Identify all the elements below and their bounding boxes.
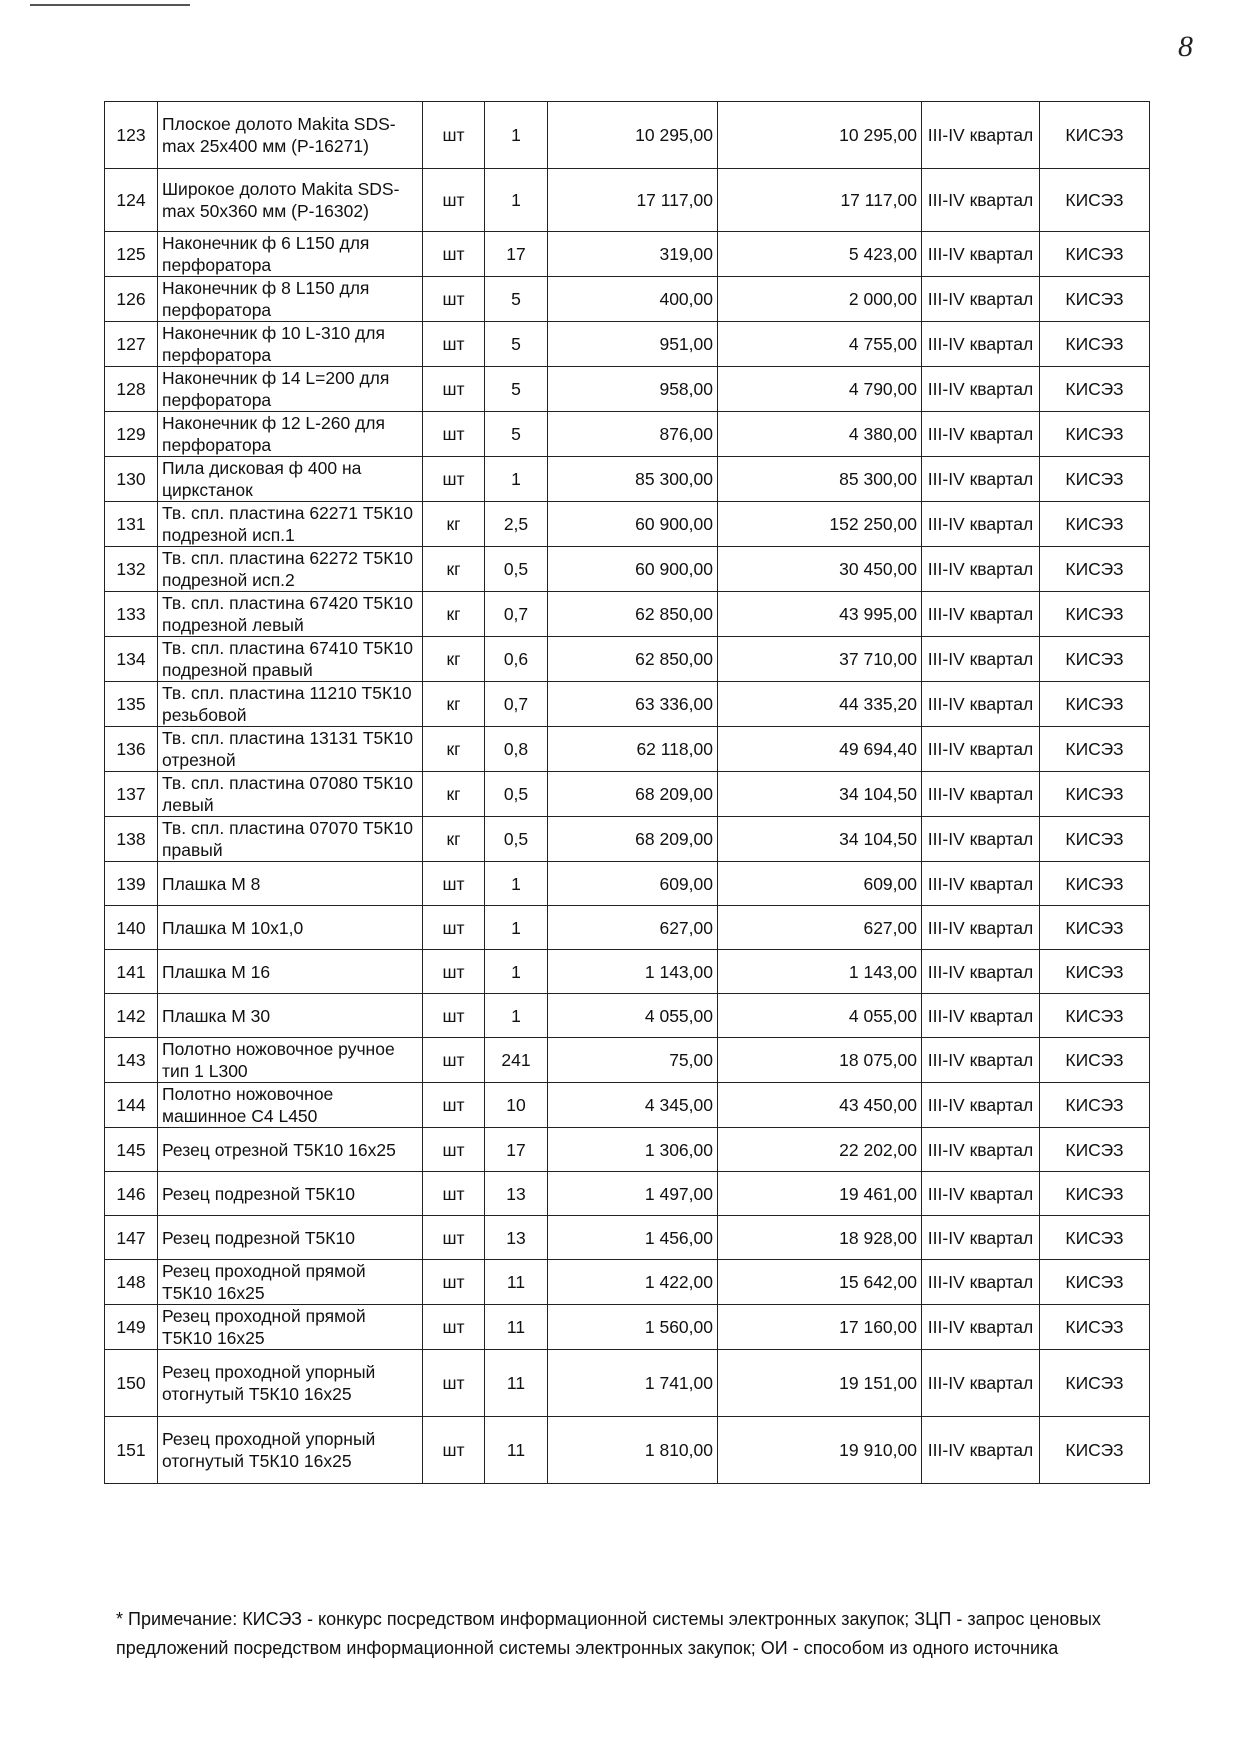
item-total: 19 461,00 — [718, 1172, 922, 1216]
item-period: III-IV квартал — [922, 817, 1040, 862]
item-name: Широкое долото Makita SDS-max 50х360 мм (Р-16302) — [158, 169, 423, 232]
item-total: 43 450,00 — [718, 1083, 922, 1128]
item-quantity: 1 — [485, 994, 548, 1038]
item-price: 627,00 — [548, 906, 718, 950]
item-period: III-IV квартал — [922, 102, 1040, 169]
item-unit: шт — [423, 367, 485, 412]
item-period: III-IV квартал — [922, 412, 1040, 457]
item-price: 1 456,00 — [548, 1216, 718, 1260]
item-name: Тв. спл. пластина 67420 Т5К10 подрезной левый — [158, 592, 423, 637]
item-price: 958,00 — [548, 367, 718, 412]
item-quantity: 0,7 — [485, 592, 548, 637]
item-total: 4 790,00 — [718, 367, 922, 412]
item-price: 85 300,00 — [548, 457, 718, 502]
item-method: КИСЭЗ — [1040, 682, 1150, 727]
table-row — [105, 169, 1150, 232]
item-period: III-IV квартал — [922, 682, 1040, 727]
item-price: 60 900,00 — [548, 502, 718, 547]
item-period: III-IV квартал — [922, 1216, 1040, 1260]
item-unit: кг — [423, 682, 485, 727]
item-price: 68 209,00 — [548, 772, 718, 817]
item-quantity: 5 — [485, 367, 548, 412]
table-row — [105, 637, 1150, 682]
item-total: 44 335,20 — [718, 682, 922, 727]
item-quantity: 241 — [485, 1038, 548, 1083]
item-unit: шт — [423, 1350, 485, 1417]
item-method: КИСЭЗ — [1040, 1305, 1150, 1350]
item-price: 1 143,00 — [548, 950, 718, 994]
item-unit: шт — [423, 1172, 485, 1216]
item-name: Наконечник ф 12 L-260 для перфоратора — [158, 412, 423, 457]
table-row — [105, 232, 1150, 277]
item-period: III-IV квартал — [922, 1350, 1040, 1417]
item-name: Наконечник ф 6 L150 для перфоратора — [158, 232, 423, 277]
item-quantity: 1 — [485, 457, 548, 502]
item-method: КИСЭЗ — [1040, 1260, 1150, 1305]
item-total: 4 755,00 — [718, 322, 922, 367]
item-number: 128 — [105, 367, 158, 412]
item-number: 150 — [105, 1350, 158, 1417]
item-unit: шт — [423, 232, 485, 277]
item-quantity: 2,5 — [485, 502, 548, 547]
item-quantity: 0,5 — [485, 772, 548, 817]
table-row — [105, 502, 1150, 547]
item-number: 135 — [105, 682, 158, 727]
item-method: КИСЭЗ — [1040, 547, 1150, 592]
item-price: 62 850,00 — [548, 592, 718, 637]
table-row — [105, 1172, 1150, 1216]
item-price: 60 900,00 — [548, 547, 718, 592]
item-number: 149 — [105, 1305, 158, 1350]
item-period: III-IV квартал — [922, 1417, 1040, 1484]
item-method: КИСЭЗ — [1040, 994, 1150, 1038]
item-name: Резец отрезной Т5К10 16х25 — [158, 1128, 423, 1172]
table-row — [105, 1083, 1150, 1128]
item-price: 68 209,00 — [548, 817, 718, 862]
item-name: Резец проходной прямой Т5К10 16х25 — [158, 1305, 423, 1350]
item-unit: шт — [423, 950, 485, 994]
item-price: 319,00 — [548, 232, 718, 277]
table-row — [105, 772, 1150, 817]
item-number: 131 — [105, 502, 158, 547]
item-number: 129 — [105, 412, 158, 457]
item-total: 43 995,00 — [718, 592, 922, 637]
table-row — [105, 277, 1150, 322]
item-quantity: 0,5 — [485, 547, 548, 592]
item-unit: шт — [423, 906, 485, 950]
item-price: 75,00 — [548, 1038, 718, 1083]
item-unit: кг — [423, 727, 485, 772]
item-period: III-IV квартал — [922, 457, 1040, 502]
item-unit: шт — [423, 457, 485, 502]
item-name: Резец проходной прямой Т5К10 16х25 — [158, 1260, 423, 1305]
item-number: 144 — [105, 1083, 158, 1128]
item-unit: шт — [423, 1216, 485, 1260]
item-total: 609,00 — [718, 862, 922, 906]
item-name: Плашка М 30 — [158, 994, 423, 1038]
item-price: 1 497,00 — [548, 1172, 718, 1216]
item-quantity: 0,6 — [485, 637, 548, 682]
item-method: КИСЭЗ — [1040, 1417, 1150, 1484]
item-period: III-IV квартал — [922, 277, 1040, 322]
procurement-table — [104, 101, 1150, 1484]
item-total: 18 928,00 — [718, 1216, 922, 1260]
item-method: КИСЭЗ — [1040, 1172, 1150, 1216]
item-number: 125 — [105, 232, 158, 277]
item-period: III-IV квартал — [922, 592, 1040, 637]
item-method: КИСЭЗ — [1040, 457, 1150, 502]
item-price: 1 741,00 — [548, 1350, 718, 1417]
item-name: Тв. спл. пластина 13131 Т5К10 отрезной — [158, 727, 423, 772]
item-unit: шт — [423, 277, 485, 322]
item-period: III-IV квартал — [922, 169, 1040, 232]
item-total: 34 104,50 — [718, 817, 922, 862]
table-row — [105, 102, 1150, 169]
item-method: КИСЭЗ — [1040, 102, 1150, 169]
item-quantity: 1 — [485, 169, 548, 232]
item-name: Тв. спл. пластина 07080 Т5К10 левый — [158, 772, 423, 817]
item-price: 10 295,00 — [548, 102, 718, 169]
footnote: * Примечание: КИСЭЗ - конкурс посредством информационной системы электронных закупок; ЗЦП - запрос ценовых предложений посредством информационной системы электронных закупок; ОИ - способом из одного источника — [116, 1609, 1101, 1658]
item-method: КИСЭЗ — [1040, 950, 1150, 994]
item-quantity: 13 — [485, 1216, 548, 1260]
item-number: 141 — [105, 950, 158, 994]
item-total: 152 250,00 — [718, 502, 922, 547]
item-method: КИСЭЗ — [1040, 592, 1150, 637]
item-number: 137 — [105, 772, 158, 817]
item-total: 30 450,00 — [718, 547, 922, 592]
item-price: 4 055,00 — [548, 994, 718, 1038]
item-period: III-IV квартал — [922, 367, 1040, 412]
item-method: КИСЭЗ — [1040, 817, 1150, 862]
item-number: 136 — [105, 727, 158, 772]
item-unit: шт — [423, 412, 485, 457]
item-quantity: 10 — [485, 1083, 548, 1128]
item-number: 138 — [105, 817, 158, 862]
table-row — [105, 1417, 1150, 1484]
item-method: КИСЭЗ — [1040, 1038, 1150, 1083]
item-number: 145 — [105, 1128, 158, 1172]
item-method: КИСЭЗ — [1040, 322, 1150, 367]
item-unit: кг — [423, 817, 485, 862]
item-price: 1 560,00 — [548, 1305, 718, 1350]
item-name: Плашка М 10х1,0 — [158, 906, 423, 950]
item-name: Пила дисковая ф 400 на циркстанок — [158, 457, 423, 502]
item-quantity: 1 — [485, 950, 548, 994]
item-total: 17 117,00 — [718, 169, 922, 232]
item-name: Резец проходной упорный отогнутый Т5К10 16х25 — [158, 1417, 423, 1484]
item-unit: шт — [423, 862, 485, 906]
item-total: 2 000,00 — [718, 277, 922, 322]
item-name: Резец проходной упорный отогнутый Т5К10 16х25 — [158, 1350, 423, 1417]
item-name: Полотно ножовочное машинное С4 L450 — [158, 1083, 423, 1128]
item-quantity: 11 — [485, 1417, 548, 1484]
item-price: 4 345,00 — [548, 1083, 718, 1128]
item-period: III-IV квартал — [922, 1038, 1040, 1083]
item-unit: шт — [423, 1260, 485, 1305]
item-period: III-IV квартал — [922, 547, 1040, 592]
table-row — [105, 727, 1150, 772]
item-name: Полотно ножовочное ручное тип 1 L300 — [158, 1038, 423, 1083]
item-total: 49 694,40 — [718, 727, 922, 772]
item-period: III-IV квартал — [922, 727, 1040, 772]
item-name: Плашка М 8 — [158, 862, 423, 906]
table-row — [105, 1305, 1150, 1350]
item-number: 146 — [105, 1172, 158, 1216]
item-method: КИСЭЗ — [1040, 1128, 1150, 1172]
table-row — [105, 817, 1150, 862]
item-name: Резец подрезной Т5К10 — [158, 1216, 423, 1260]
item-name: Тв. спл. пластина 11210 Т5К10 резьбовой — [158, 682, 423, 727]
item-name: Тв. спл. пластина 62272 Т5К10 подрезной исп.2 — [158, 547, 423, 592]
item-name: Тв. спл. пластина 67410 Т5К10 подрезной правый — [158, 637, 423, 682]
item-total: 19 151,00 — [718, 1350, 922, 1417]
item-number: 147 — [105, 1216, 158, 1260]
table-row — [105, 950, 1150, 994]
item-method: КИСЭЗ — [1040, 637, 1150, 682]
item-method: КИСЭЗ — [1040, 1350, 1150, 1417]
item-quantity: 0,8 — [485, 727, 548, 772]
item-total: 4 055,00 — [718, 994, 922, 1038]
item-period: III-IV квартал — [922, 1172, 1040, 1216]
item-quantity: 11 — [485, 1305, 548, 1350]
item-price: 62 118,00 — [548, 727, 718, 772]
item-unit: шт — [423, 1417, 485, 1484]
item-total: 627,00 — [718, 906, 922, 950]
item-number: 140 — [105, 906, 158, 950]
table-row — [105, 322, 1150, 367]
item-period: III-IV квартал — [922, 1260, 1040, 1305]
item-quantity: 11 — [485, 1350, 548, 1417]
table-body — [105, 102, 1150, 1484]
item-method: КИСЭЗ — [1040, 862, 1150, 906]
item-method: КИСЭЗ — [1040, 412, 1150, 457]
item-quantity: 1 — [485, 102, 548, 169]
item-number: 139 — [105, 862, 158, 906]
item-unit: кг — [423, 592, 485, 637]
item-period: III-IV квартал — [922, 637, 1040, 682]
item-total: 17 160,00 — [718, 1305, 922, 1350]
table-row — [105, 682, 1150, 727]
item-method: КИСЭЗ — [1040, 169, 1150, 232]
item-total: 4 380,00 — [718, 412, 922, 457]
item-name: Наконечник ф 14 L=200 для перфоратора — [158, 367, 423, 412]
top-rule — [30, 4, 190, 6]
item-quantity: 5 — [485, 277, 548, 322]
item-period: III-IV квартал — [922, 1128, 1040, 1172]
item-price: 609,00 — [548, 862, 718, 906]
page-number-mark: 8 — [1178, 30, 1193, 63]
item-method: КИСЭЗ — [1040, 772, 1150, 817]
item-price: 17 117,00 — [548, 169, 718, 232]
item-total: 37 710,00 — [718, 637, 922, 682]
item-method: КИСЭЗ — [1040, 1083, 1150, 1128]
item-total: 85 300,00 — [718, 457, 922, 502]
item-unit: шт — [423, 322, 485, 367]
item-name: Тв. спл. пластина 62271 Т5К10 подрезной исп.1 — [158, 502, 423, 547]
item-period: III-IV квартал — [922, 994, 1040, 1038]
item-quantity: 5 — [485, 322, 548, 367]
item-unit: шт — [423, 1305, 485, 1350]
item-number: 148 — [105, 1260, 158, 1305]
item-period: III-IV квартал — [922, 950, 1040, 994]
item-unit: шт — [423, 994, 485, 1038]
item-price: 62 850,00 — [548, 637, 718, 682]
item-price: 1 306,00 — [548, 1128, 718, 1172]
item-unit: шт — [423, 1128, 485, 1172]
item-unit: шт — [423, 1038, 485, 1083]
item-name: Тв. спл. пластина 07070 Т5К10 правый — [158, 817, 423, 862]
item-method: КИСЭЗ — [1040, 727, 1150, 772]
item-total: 1 143,00 — [718, 950, 922, 994]
item-total: 10 295,00 — [718, 102, 922, 169]
item-unit: шт — [423, 169, 485, 232]
item-period: III-IV квартал — [922, 1305, 1040, 1350]
item-name: Плашка М 16 — [158, 950, 423, 994]
item-price: 951,00 — [548, 322, 718, 367]
item-price: 63 336,00 — [548, 682, 718, 727]
item-unit: кг — [423, 502, 485, 547]
item-total: 34 104,50 — [718, 772, 922, 817]
table-row — [105, 1128, 1150, 1172]
item-quantity: 1 — [485, 862, 548, 906]
item-total: 22 202,00 — [718, 1128, 922, 1172]
item-number: 134 — [105, 637, 158, 682]
item-quantity: 0,5 — [485, 817, 548, 862]
table-row — [105, 862, 1150, 906]
item-unit: кг — [423, 772, 485, 817]
item-quantity: 0,7 — [485, 682, 548, 727]
item-quantity: 1 — [485, 906, 548, 950]
item-price: 876,00 — [548, 412, 718, 457]
table-row — [105, 1260, 1150, 1305]
item-period: III-IV квартал — [922, 322, 1040, 367]
item-total: 19 910,00 — [718, 1417, 922, 1484]
item-total: 15 642,00 — [718, 1260, 922, 1305]
table-row — [105, 1350, 1150, 1417]
item-period: III-IV квартал — [922, 772, 1040, 817]
item-price: 400,00 — [548, 277, 718, 322]
item-name: Резец подрезной Т5К10 — [158, 1172, 423, 1216]
item-quantity: 17 — [485, 1128, 548, 1172]
item-number: 126 — [105, 277, 158, 322]
item-number: 143 — [105, 1038, 158, 1083]
item-total: 5 423,00 — [718, 232, 922, 277]
item-name: Плоское долото Makita SDS-max 25х400 мм (Р-16271) — [158, 102, 423, 169]
item-method: КИСЭЗ — [1040, 367, 1150, 412]
table-row — [105, 994, 1150, 1038]
item-unit: кг — [423, 547, 485, 592]
table-row — [105, 547, 1150, 592]
item-price: 1 810,00 — [548, 1417, 718, 1484]
item-total: 18 075,00 — [718, 1038, 922, 1083]
item-unit: кг — [423, 637, 485, 682]
item-period: III-IV квартал — [922, 232, 1040, 277]
table-row — [105, 906, 1150, 950]
item-unit: шт — [423, 1083, 485, 1128]
item-name: Наконечник ф 8 L150 для перфоратора — [158, 277, 423, 322]
item-number: 127 — [105, 322, 158, 367]
item-quantity: 13 — [485, 1172, 548, 1216]
item-number: 142 — [105, 994, 158, 1038]
item-name: Наконечник ф 10 L-310 для перфоратора — [158, 322, 423, 367]
item-quantity: 5 — [485, 412, 548, 457]
item-period: III-IV квартал — [922, 1083, 1040, 1128]
item-quantity: 17 — [485, 232, 548, 277]
item-price: 1 422,00 — [548, 1260, 718, 1305]
item-number: 132 — [105, 547, 158, 592]
item-period: III-IV квартал — [922, 502, 1040, 547]
table-row — [105, 412, 1150, 457]
item-method: КИСЭЗ — [1040, 1216, 1150, 1260]
item-method: КИСЭЗ — [1040, 277, 1150, 322]
item-method: КИСЭЗ — [1040, 906, 1150, 950]
item-method: КИСЭЗ — [1040, 232, 1150, 277]
item-number: 151 — [105, 1417, 158, 1484]
item-unit: шт — [423, 102, 485, 169]
item-number: 124 — [105, 169, 158, 232]
table-row — [105, 367, 1150, 412]
table-row — [105, 592, 1150, 637]
item-number: 130 — [105, 457, 158, 502]
item-period: III-IV квартал — [922, 906, 1040, 950]
item-number: 123 — [105, 102, 158, 169]
item-number: 133 — [105, 592, 158, 637]
item-period: III-IV квартал — [922, 862, 1040, 906]
table-row — [105, 457, 1150, 502]
item-method: КИСЭЗ — [1040, 502, 1150, 547]
item-quantity: 11 — [485, 1260, 548, 1305]
table-row — [105, 1038, 1150, 1083]
table-row — [105, 1216, 1150, 1260]
